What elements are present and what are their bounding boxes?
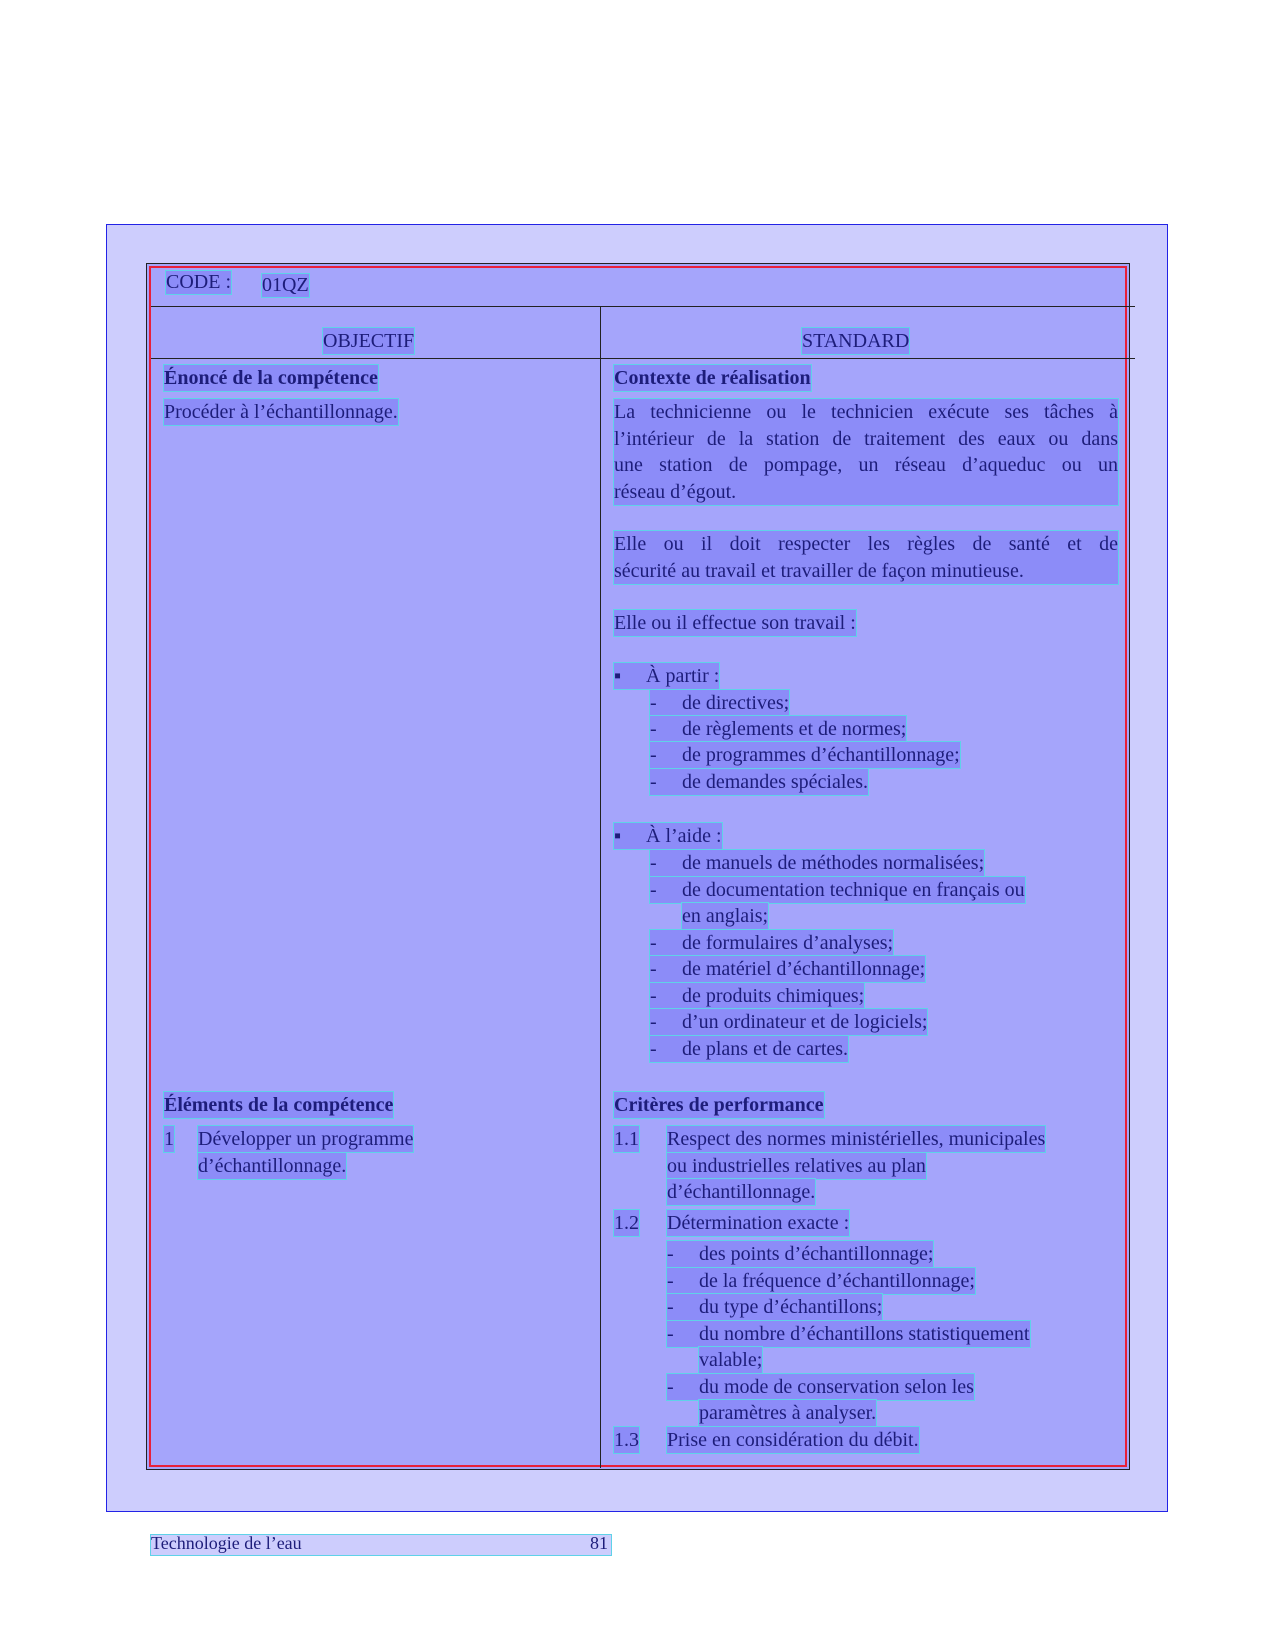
list-item bbox=[667, 1374, 974, 1400]
dash-icon: - bbox=[650, 932, 657, 954]
competence-elements-heading: Éléments de la compétence bbox=[164, 1094, 394, 1116]
paragraph-line: réseau d’égout. bbox=[614, 480, 737, 503]
list-item-continuation: en anglais; bbox=[682, 905, 769, 927]
list-item-text: des points d’échantillonnage; bbox=[699, 1243, 934, 1265]
criterion-number: 1.2 bbox=[614, 1212, 639, 1234]
list-item-text: de plans et de cartes. bbox=[682, 1038, 849, 1060]
paragraph-line: Elle ou il doit respecter les règles de santé et de bbox=[614, 533, 1118, 555]
dash-icon: - bbox=[650, 985, 657, 1007]
list-item bbox=[650, 877, 1025, 903]
list-item bbox=[650, 1036, 848, 1062]
bullet-group-1 bbox=[614, 663, 719, 689]
dash-icon: - bbox=[667, 1270, 674, 1292]
header-divider bbox=[151, 306, 1135, 307]
criterion-text-line: Respect des normes ministérielles, municipales bbox=[667, 1128, 1046, 1150]
paragraph-line: l’intérieur de la station de traitement des eaux ou dans bbox=[614, 427, 1118, 450]
dash-icon: - bbox=[650, 1038, 657, 1060]
list-item bbox=[650, 983, 864, 1009]
list-item bbox=[650, 690, 789, 716]
list-item-text: de documentation technique en français ou bbox=[682, 879, 1025, 901]
dash-icon: - bbox=[650, 958, 657, 980]
dash-icon: - bbox=[650, 692, 657, 714]
code-value: 01QZ bbox=[262, 274, 309, 296]
list-item-text: de la fréquence d’échantillonnage; bbox=[699, 1270, 975, 1292]
code-label: CODE : bbox=[166, 271, 231, 293]
list-item-text: du nombre d’échantillons statistiquement bbox=[699, 1323, 1030, 1345]
bullet-icon: ▪ bbox=[614, 665, 622, 687]
performance-criteria-heading: Critères de performance bbox=[614, 1094, 824, 1116]
element-text-line: Développer un programme bbox=[198, 1128, 414, 1150]
list-item-text: de règlements et de normes; bbox=[682, 718, 907, 740]
bullet-icon: ▪ bbox=[614, 825, 622, 847]
dash-icon: - bbox=[650, 718, 657, 740]
list-item bbox=[667, 1241, 933, 1267]
list-item bbox=[650, 742, 960, 768]
context-paragraph-2 bbox=[614, 531, 1118, 584]
list-item bbox=[667, 1321, 1030, 1347]
footer-title: Technologie de l’eau bbox=[151, 1533, 302, 1553]
competence-statement: Procéder à l’échantillonnage. bbox=[164, 401, 398, 423]
list-item-text: d’un ordinateur et de logiciels; bbox=[682, 1011, 928, 1033]
column-header-standard: STANDARD bbox=[802, 330, 910, 352]
list-item-continuation: paramètres à analyser. bbox=[699, 1402, 877, 1424]
group-title: À l’aide : bbox=[646, 825, 722, 847]
bullet-group-2 bbox=[614, 823, 722, 849]
list-item bbox=[667, 1294, 882, 1320]
list-item-text: du type d’échantillons; bbox=[699, 1296, 883, 1318]
list-item-text: de directives; bbox=[682, 692, 790, 714]
list-item bbox=[650, 769, 868, 795]
dash-icon: - bbox=[650, 744, 657, 766]
list-item-text: de programmes d’échantillonnage; bbox=[682, 744, 960, 766]
dash-icon: - bbox=[650, 771, 657, 793]
dash-icon: - bbox=[650, 852, 657, 874]
list-item-continuation: valable; bbox=[699, 1349, 763, 1371]
criterion-text-line: d’échantillonnage. bbox=[667, 1181, 816, 1203]
group-title: À partir : bbox=[646, 665, 720, 687]
list-item-text: de formulaires d’analyses; bbox=[682, 932, 894, 954]
dash-icon: - bbox=[667, 1323, 674, 1345]
list-item-text: de demandes spéciales. bbox=[682, 771, 869, 793]
dash-icon: - bbox=[667, 1296, 674, 1318]
dash-icon: - bbox=[650, 1011, 657, 1033]
list-item bbox=[650, 716, 906, 742]
competence-statement-heading: Énoncé de la compétence bbox=[164, 367, 378, 389]
criterion-number: 1.3 bbox=[614, 1429, 639, 1451]
criterion-text: Prise en considération du débit. bbox=[667, 1429, 919, 1451]
element-number: 1 bbox=[164, 1128, 174, 1150]
column-header-divider bbox=[151, 358, 1135, 359]
list-item bbox=[667, 1268, 975, 1294]
list-item-text: du mode de conservation selon les bbox=[699, 1376, 974, 1398]
paragraph-line: sécurité au travail et travailler de façon minutieuse. bbox=[614, 559, 1024, 582]
list-item-text: de produits chimiques; bbox=[682, 985, 865, 1007]
list-item-text: de matériel d’échantillonnage; bbox=[682, 958, 926, 980]
list-item bbox=[650, 956, 925, 982]
page-number: 81 bbox=[590, 1533, 608, 1553]
dash-icon: - bbox=[650, 879, 657, 901]
list-item bbox=[650, 1009, 927, 1035]
context-paragraph-1 bbox=[614, 399, 1118, 505]
list-item bbox=[650, 930, 893, 956]
criterion-text-line: ou industrielles relatives au plan bbox=[667, 1155, 926, 1177]
paragraph-line: La technicienne ou le technicien exécute ses tâches à bbox=[614, 401, 1118, 423]
column-header-objectif: OBJECTIF bbox=[323, 330, 415, 352]
dash-icon: - bbox=[667, 1243, 674, 1265]
list-item-text: de manuels de méthodes normalisées; bbox=[682, 852, 985, 874]
criterion-number: 1.1 bbox=[614, 1128, 639, 1150]
paragraph-line: une station de pompage, un réseau d’aqueduc ou un bbox=[614, 454, 1118, 476]
context-heading: Contexte de réalisation bbox=[614, 367, 811, 389]
dash-icon: - bbox=[667, 1376, 674, 1398]
context-paragraph-3: Elle ou il effectue son travail : bbox=[614, 612, 856, 634]
column-divider bbox=[600, 306, 601, 1468]
element-text-line: d’échantillonnage. bbox=[198, 1155, 347, 1177]
criterion-title: Détermination exacte : bbox=[667, 1212, 850, 1234]
list-item bbox=[650, 850, 984, 876]
